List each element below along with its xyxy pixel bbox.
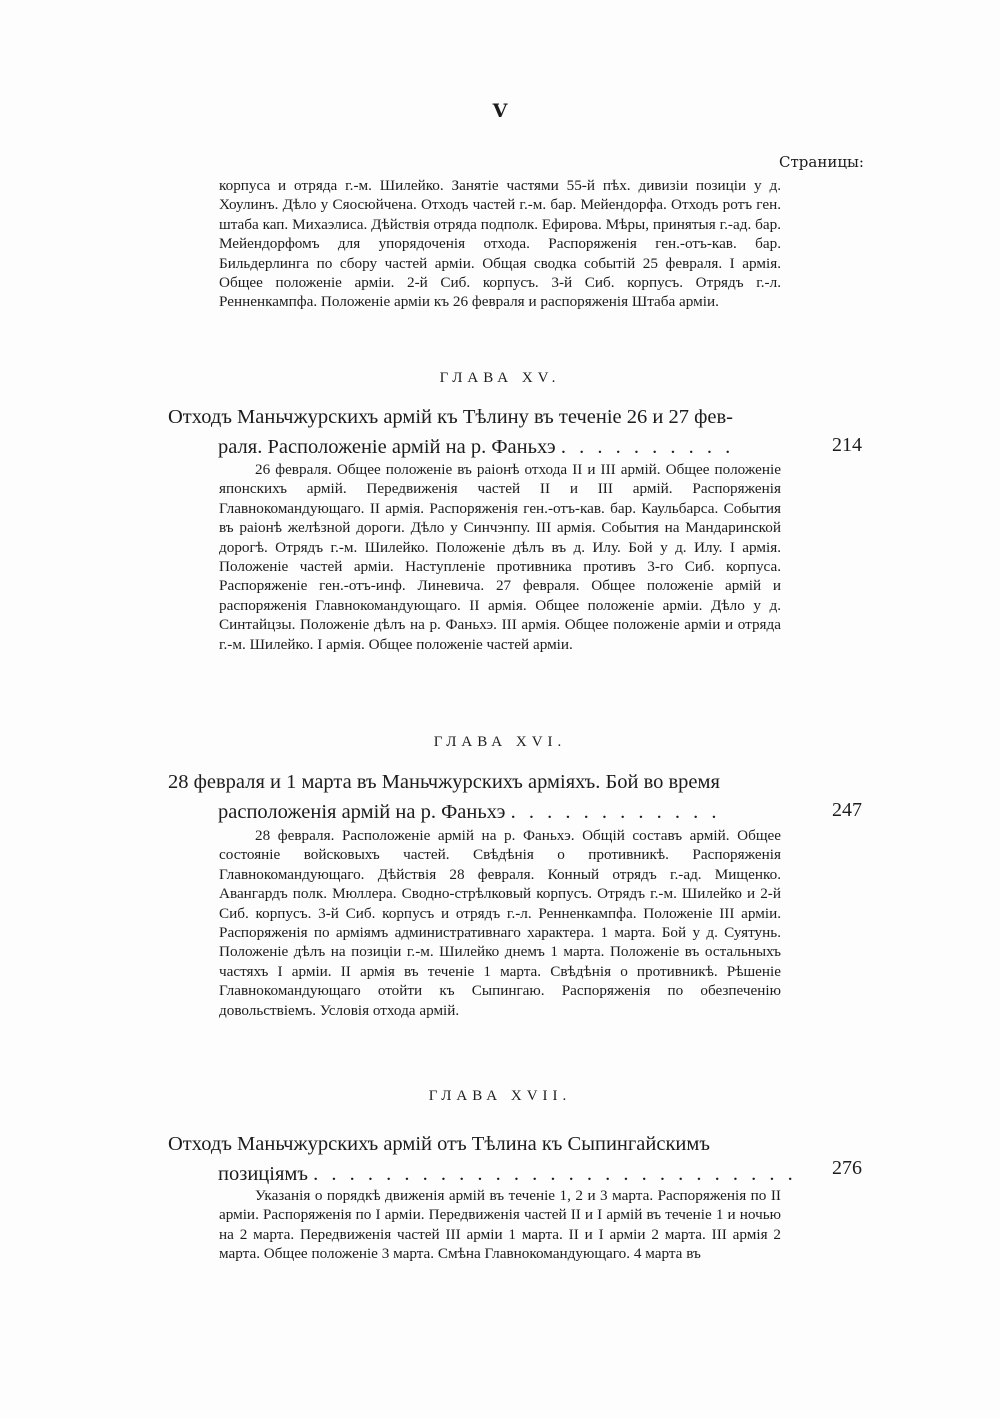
chapter-summary: Указанiя о порядкѣ движенiя армiй въ теченiе 1, 2 и 3 марта. Распоряженiя по II армiи. Распоряженiя по I армiи. Передвиженiя частей II и I армiй въ теченiе 1 и ночью на 2 марта. Передвиженiя частей III армiи 1 марта. II и I армiи 2 марта. III армiя 2 марта. Общее положенiе 3 марта. Смѣна Главнокомандующаго. 4 марта въ bbox=[219, 1187, 781, 1263]
chapter-summary: 26 февраля. Общее положенiе въ раiонѣ отхода II и III армiй. Общее положенiе японскихъ армiй. Передвиженiя частей II и III армiй. Распоряженiя Главнокомандующаго. II армiя. Распоряженiя ген.-отъ-кав. бар. Каульбарса. События въ раiонѣ желѣзной дороги. Дѣло у Синчэнпу. III армiя. События на Мандаринской дорогѣ. Отрядъ г.-м. Шилейко. Положенiе дѣлъ въ д. Илу. Бой у д. Илу. I армiя. Положенiе частей армiи. Наступленiе противника противъ 3-го Сиб. корпуса. Распоряженiе ген.-отъ-инф. Линевича. 27 февраля. Общее положенiе армiй и распоряженiя Главнокомандующаго. II армiя. Общее положенiе армiи. Дѣло у д. Синтайцзы. Положенiе дѣлъ на р. Фаньхэ. III армiя. Общее положенiе армiи и отряда г.-м. Шилейко. I армiя. Общее положенiе частей армiи. bbox=[219, 461, 781, 653]
chapter-page-ref: 276 bbox=[832, 1157, 862, 1179]
leader-dots: . . . . . . . . . . . . . . . . . . . . . . . . . . . bbox=[313, 1163, 797, 1185]
leader-dots: . . . . . . . . . . . . bbox=[510, 801, 721, 823]
chapter-title-line: Отходъ Маньчжурскихъ армiй отъ Тѣлина къ Сыпингайскимъ bbox=[168, 1133, 710, 1155]
chapter-title-text: расположенiя армiй на р. Фаньхэ bbox=[218, 801, 506, 823]
chapter-title-xvii bbox=[168, 1129, 797, 1189]
chapter-title-xv bbox=[168, 402, 783, 462]
chapter-heading-xvii: ГЛАВА XVII. bbox=[428, 1088, 572, 1104]
chapter-summary: 28 февраля. Расположенiе армiй на р. Фаньхэ. Общiй составъ армiй. Общее состоянiе войсковыхъ частей. Свѣдѣнiя о противникѣ. Распоряженiя Главнокомандующаго. Дѣйствiя 28 февраля. Конный отрядъ г.-ад. Мищенко. Авангардъ полк. Мюллера. Сводно-стрѣлковый корпусъ. Отрядъ г.-м. Шилейко и 2-й Сиб. корпусъ. 3-й Сиб. корпусъ и отрядъ г.-л. Ренненкампфа. Положенiе III армiи. Распоряженiя по армiямъ административнаго характера. 1 марта. Бой у д. Суятунь. Положенiе дѣлъ на позицiи г.-м. Шилейко днемъ 1 марта. Положенiе въ остальныхъ частяхъ I армiи. II армiя въ теченiе 1 марта. Свѣдѣнiя о противникѣ. Рѣшенiе Главнокомандующаго отойти къ Сыпингаю. Распоряженiя по обезпеченiю довольствiемъ. Условiя отхода армiй. bbox=[219, 827, 781, 1019]
chapter-title-line bbox=[168, 432, 783, 462]
leader-dots: . . . . . . . . . . bbox=[560, 436, 735, 458]
chapter-page-ref: 214 bbox=[832, 434, 862, 456]
chapter-title-text: позицiямъ bbox=[218, 1163, 308, 1185]
chapter-title-line bbox=[168, 1159, 797, 1189]
chapter-title-line: 28 февраля и 1 марта въ Маньчжурскихъ армiяхъ. Бой во время bbox=[168, 771, 720, 793]
chapter-heading-xv: ГЛАВА XV. bbox=[439, 370, 561, 386]
pages-column-label: Страницы: bbox=[779, 153, 864, 171]
chapter-title-text: раля. Расположенiе армiй на р. Фаньхэ bbox=[218, 436, 556, 458]
intro-paragraph: корпуса и отряда г.-м. Шилейко. Занятiе частями 55-й пѣх. дивизiи позицiи у д. Хоулинъ. Дѣло у Сяосюйчена. Отходъ частей г.-м. бар. Мейендорфа. Отходъ ротъ ген. штаба кап. Михаэлиса. Дѣйствiя отряда подполк. Ефирова. Мѣры, принятыя г.-ад. бар. Мейендорфомъ для упорядоченiя отхода. Распоряженiя ген.-отъ-кав. бар. Бильдерлинга по сбору частей армiи. Общая сводка событiй 25 февраля. I армiя. Общее положенiе армiи. 2-й Сиб. корпусъ. 3-й Сиб. корпусъ. Отрядъ г.-л. Ренненкампфа. Положенiе армiи къ 26 февраля и распоряженiя Штаба армiи. bbox=[219, 177, 781, 311]
page-number: V bbox=[492, 100, 508, 122]
chapter-title-line: Отходъ Маньчжурскихъ армiй къ Тѣлину въ теченiе 26 и 27 фев- bbox=[168, 406, 733, 428]
chapter-heading-xvi: ГЛАВА XVI. bbox=[433, 734, 567, 750]
chapter-page-ref: 247 bbox=[832, 799, 862, 821]
chapter-title-xvi bbox=[168, 767, 783, 827]
chapter-title-line bbox=[168, 797, 783, 827]
